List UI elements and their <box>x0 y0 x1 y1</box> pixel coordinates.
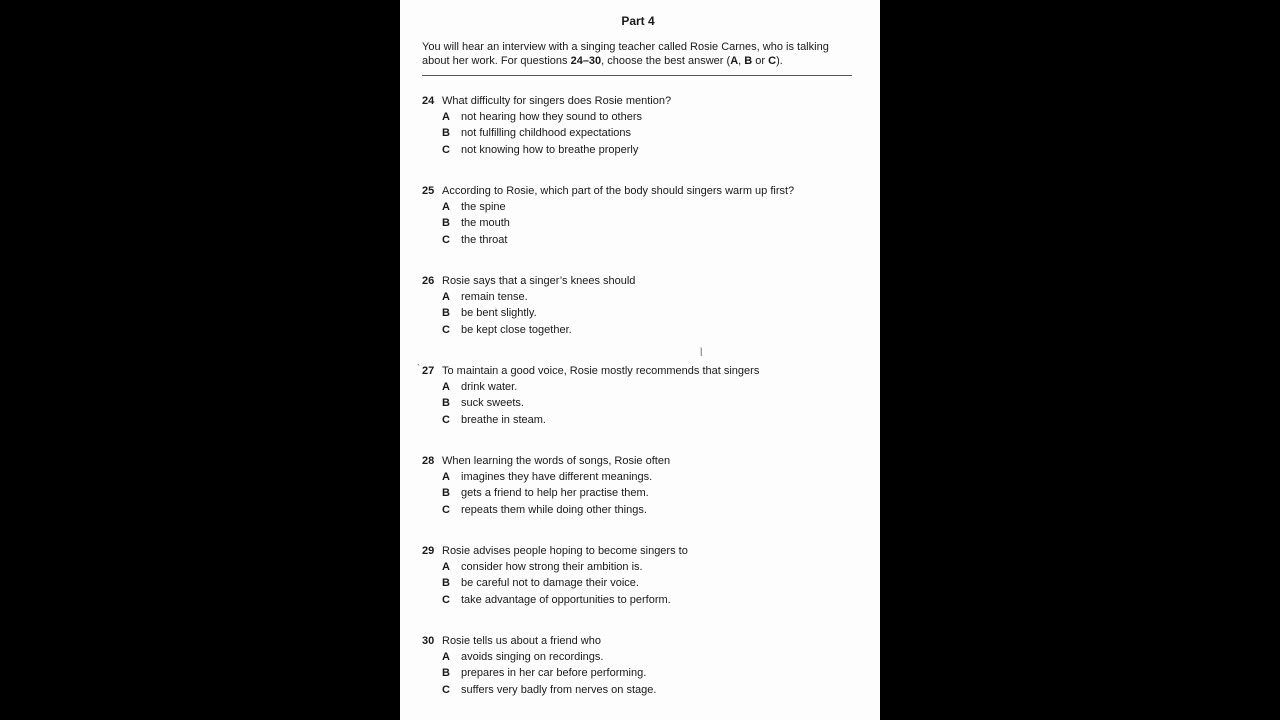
question-25 <box>422 183 862 248</box>
option-b <box>422 395 862 411</box>
question-number: 24 <box>422 95 435 107</box>
option-text: gets a friend to help her practise them. <box>461 487 649 500</box>
option-text: the throat <box>461 233 508 246</box>
question-26 <box>422 273 862 338</box>
option-b <box>422 215 862 231</box>
answer-letter: C <box>768 54 777 67</box>
answer-letter: B <box>744 54 753 67</box>
option-text: drink water. <box>461 381 518 393</box>
option-text: be kept close together. <box>461 323 572 336</box>
option-letter: C <box>442 413 450 426</box>
question-27 <box>422 363 862 428</box>
option-letter: A <box>442 471 450 483</box>
question-text: When learning the words of songs, Rosie often <box>442 455 671 467</box>
instructions <box>422 41 852 68</box>
page-title: Part 4 <box>621 14 655 28</box>
option-letter: B <box>442 127 450 140</box>
option-c <box>422 142 862 158</box>
option-text: prepares in her car before performing. <box>461 667 647 680</box>
option-letter: C <box>442 683 450 696</box>
scan-mark: | <box>700 346 703 356</box>
option-letter: B <box>442 667 450 680</box>
option-letter: C <box>442 593 450 606</box>
option-text: suffers very badly from nerves on stage. <box>461 683 657 696</box>
option-a <box>422 199 862 215</box>
answer-letter: A <box>730 54 739 67</box>
scan-mark: ` <box>417 363 420 373</box>
question-30 <box>422 633 862 698</box>
option-letter: A <box>442 291 450 303</box>
option-text: repeats them while doing other things. <box>461 503 647 516</box>
option-b <box>422 125 862 141</box>
option-text: the mouth <box>461 217 510 230</box>
option-letter: C <box>442 233 450 246</box>
question-28 <box>422 453 862 518</box>
option-letter: A <box>442 201 450 213</box>
question-number: 30 <box>422 635 435 647</box>
option-a <box>422 469 862 485</box>
option-a <box>422 289 862 305</box>
question-stem <box>422 633 862 649</box>
option-c <box>422 232 862 248</box>
question-stem <box>422 93 862 109</box>
option-text: not fulfilling childhood expectations <box>461 127 632 140</box>
option-letter: C <box>442 323 450 336</box>
option-text: imagines they have different meanings. <box>461 471 653 483</box>
option-letter: B <box>442 577 450 590</box>
option-text: not hearing how they sound to others <box>461 111 643 123</box>
question-number: 25 <box>422 185 435 197</box>
option-letter: A <box>442 561 450 573</box>
option-text: consider how strong their ambition is. <box>461 561 643 573</box>
instructions-text: You will hear an interview with a singing teacher called Rosie Carnes, who is talking about her work. For questions <box>422 41 829 67</box>
question-24 <box>422 93 862 158</box>
instructions-text: ). <box>776 54 783 67</box>
question-text: Rosie tells us about a friend who <box>442 635 601 647</box>
instructions-text: , <box>738 54 745 67</box>
option-c <box>422 592 862 608</box>
question-number: 29 <box>422 545 435 557</box>
option-letter: B <box>442 307 450 320</box>
question-text: According to Rosie, which part of the body should singers warm up first? <box>442 185 795 197</box>
instructions-text: or <box>752 54 769 67</box>
option-text: breathe in steam. <box>461 413 546 426</box>
exam-page <box>400 0 880 720</box>
option-text: the spine <box>461 201 506 213</box>
option-letter: C <box>442 503 450 516</box>
divider <box>422 75 852 76</box>
option-a <box>422 649 862 665</box>
option-c <box>422 322 862 338</box>
option-c <box>422 682 862 698</box>
option-text: not knowing how to breathe properly <box>461 143 639 156</box>
option-a <box>422 109 862 125</box>
option-letter: B <box>442 217 450 230</box>
option-b <box>422 575 862 591</box>
question-text: Rosie advises people hoping to become singers to <box>442 545 688 557</box>
question-number: 27 <box>422 365 435 377</box>
instructions-text: , choose the best answer ( <box>601 54 731 67</box>
option-text: be careful not to damage their voice. <box>461 577 639 590</box>
option-letter: B <box>442 397 450 410</box>
option-text: take advantage of opportunities to perform. <box>461 593 671 606</box>
option-b <box>422 485 862 501</box>
option-a <box>422 379 862 395</box>
option-c <box>422 502 862 518</box>
option-letter: A <box>442 111 450 123</box>
option-letter: B <box>442 487 450 500</box>
question-stem <box>422 453 862 469</box>
question-29 <box>422 543 862 608</box>
question-text: Rosie says that a singer’s knees should <box>442 275 636 287</box>
option-text: remain tense. <box>461 291 528 303</box>
option-letter: A <box>442 381 450 393</box>
question-stem <box>422 183 862 199</box>
option-text: avoids singing on recordings. <box>461 651 604 663</box>
option-letter: A <box>442 651 450 663</box>
option-b <box>422 665 862 681</box>
question-number: 26 <box>422 275 435 287</box>
option-text: suck sweets. <box>461 397 524 410</box>
question-text: To maintain a good voice, Rosie mostly recommends that singers <box>442 365 760 377</box>
option-a <box>422 559 862 575</box>
question-number: 28 <box>422 455 435 467</box>
question-text: What difficulty for singers does Rosie mention? <box>442 95 672 107</box>
question-range: 24–30 <box>570 54 602 67</box>
option-letter: C <box>442 143 450 156</box>
question-stem <box>422 543 862 559</box>
option-b <box>422 305 862 321</box>
option-c <box>422 412 862 428</box>
question-stem <box>422 363 862 379</box>
question-stem <box>422 273 862 289</box>
option-text: be bent slightly. <box>461 307 537 320</box>
